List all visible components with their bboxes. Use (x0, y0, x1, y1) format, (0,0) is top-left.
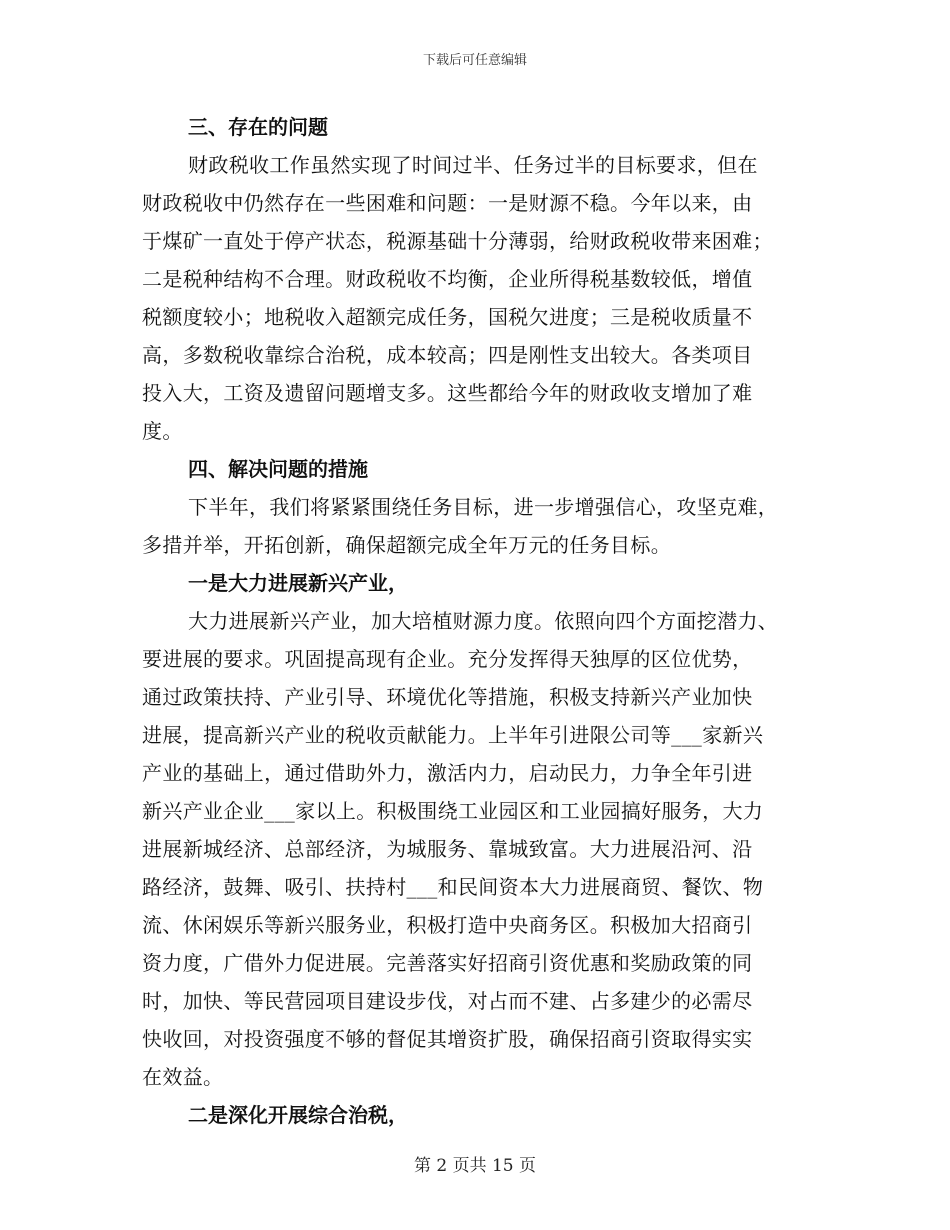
paragraph-line: 度。 (142, 419, 183, 443)
document-body (142, 108, 806, 1134)
section-heading-measures: 四、解决问题的措施 (188, 457, 368, 481)
paragraph-line: 产业的基础上，通过借助外力，激活内力，启动民力，力争全年引进 (142, 761, 753, 785)
paragraph-line: 二是税种结构不合理。财政税收不均衡，企业所得税基数较低，增值 (142, 267, 753, 291)
paragraph-line: 财政税收中仍然存在一些困难和问题：一是财源不稳。今年以来，由 (142, 191, 753, 215)
paragraph-line: 投入大，工资及遗留问题增支多。这些都给今年的财政收支增加了难 (142, 381, 753, 405)
paragraph-line: 财政税收工作虽然实现了时间过半、任务过半的目标要求，但在 (188, 153, 758, 177)
paragraph-line: 时，加快、等民营园项目建设步伐，对占而不建、占多建少的必需尽 (142, 989, 753, 1013)
paragraph-line: 流、休闲娱乐等新兴服务业，积极打造中央商务区。积极加大招商引 (142, 913, 753, 937)
page-footer: 第 2 页共 15 页 (413, 1156, 537, 1176)
paragraph-line: 进展新城经济、总部经济，为城服务、靠城致富。大力进展沿河、沿 (142, 837, 753, 861)
page-header: 下载后可任意编辑 (422, 53, 527, 68)
paragraph-line: 路经济，鼓舞、吸引、扶持村___和民间资本大力进展商贸、餐饮、物 (142, 875, 764, 899)
paragraph-line: 进展，提高新兴产业的税收贡献能力。上半年引进限公司等___家新兴 (142, 723, 764, 747)
paragraph-line: 快收回，对投资强度不够的督促其增资扩股，确保招商引资取得实实 (142, 1027, 753, 1051)
paragraph-line: 新兴产业企业___家以上。积极围绕工业园区和工业园搞好服务，大力 (142, 799, 764, 823)
subheading-comprehensive-tax: 二是深化开展综合治税， (188, 1103, 408, 1127)
paragraph-line: 于煤矿一直处于停产状态，税源基础十分薄弱，给财政税收带来困难； (142, 229, 773, 253)
paragraph-line: 多措并举，开拓创新，确保超额完成全年万元的任务目标。 (142, 533, 672, 557)
paragraph-line: 要进展的要求。巩固提高现有企业。充分发挥得天独厚的区位优势， (142, 647, 753, 671)
paragraph-line: 税额度较小；地税收入超额完成任务，国税欠进度；三是税收质量不 (142, 305, 753, 329)
paragraph-line: 高，多数税收靠综合治税，成本较高；四是刚性支出较大。各类项目 (142, 343, 753, 367)
paragraph-line: 资力度，广借外力促进展。完善落实好招商引资优惠和奖励政策的同 (142, 951, 753, 975)
paragraph-line: 大力进展新兴产业，加大培植财源力度。依照向四个方面挖潜力、 (188, 609, 779, 633)
section-heading-problems: 三、存在的问题 (188, 115, 328, 139)
paragraph-line: 在效益。 (142, 1065, 224, 1089)
paragraph-line: 下半年，我们将紧紧围绕任务目标，进一步增强信心，攻坚克难， (188, 495, 779, 519)
subheading-new-industries: 一是大力进展新兴产业， (188, 571, 408, 595)
paragraph-line: 通过政策扶持、产业引导、环境优化等措施，积极支持新兴产业加快 (142, 685, 753, 709)
